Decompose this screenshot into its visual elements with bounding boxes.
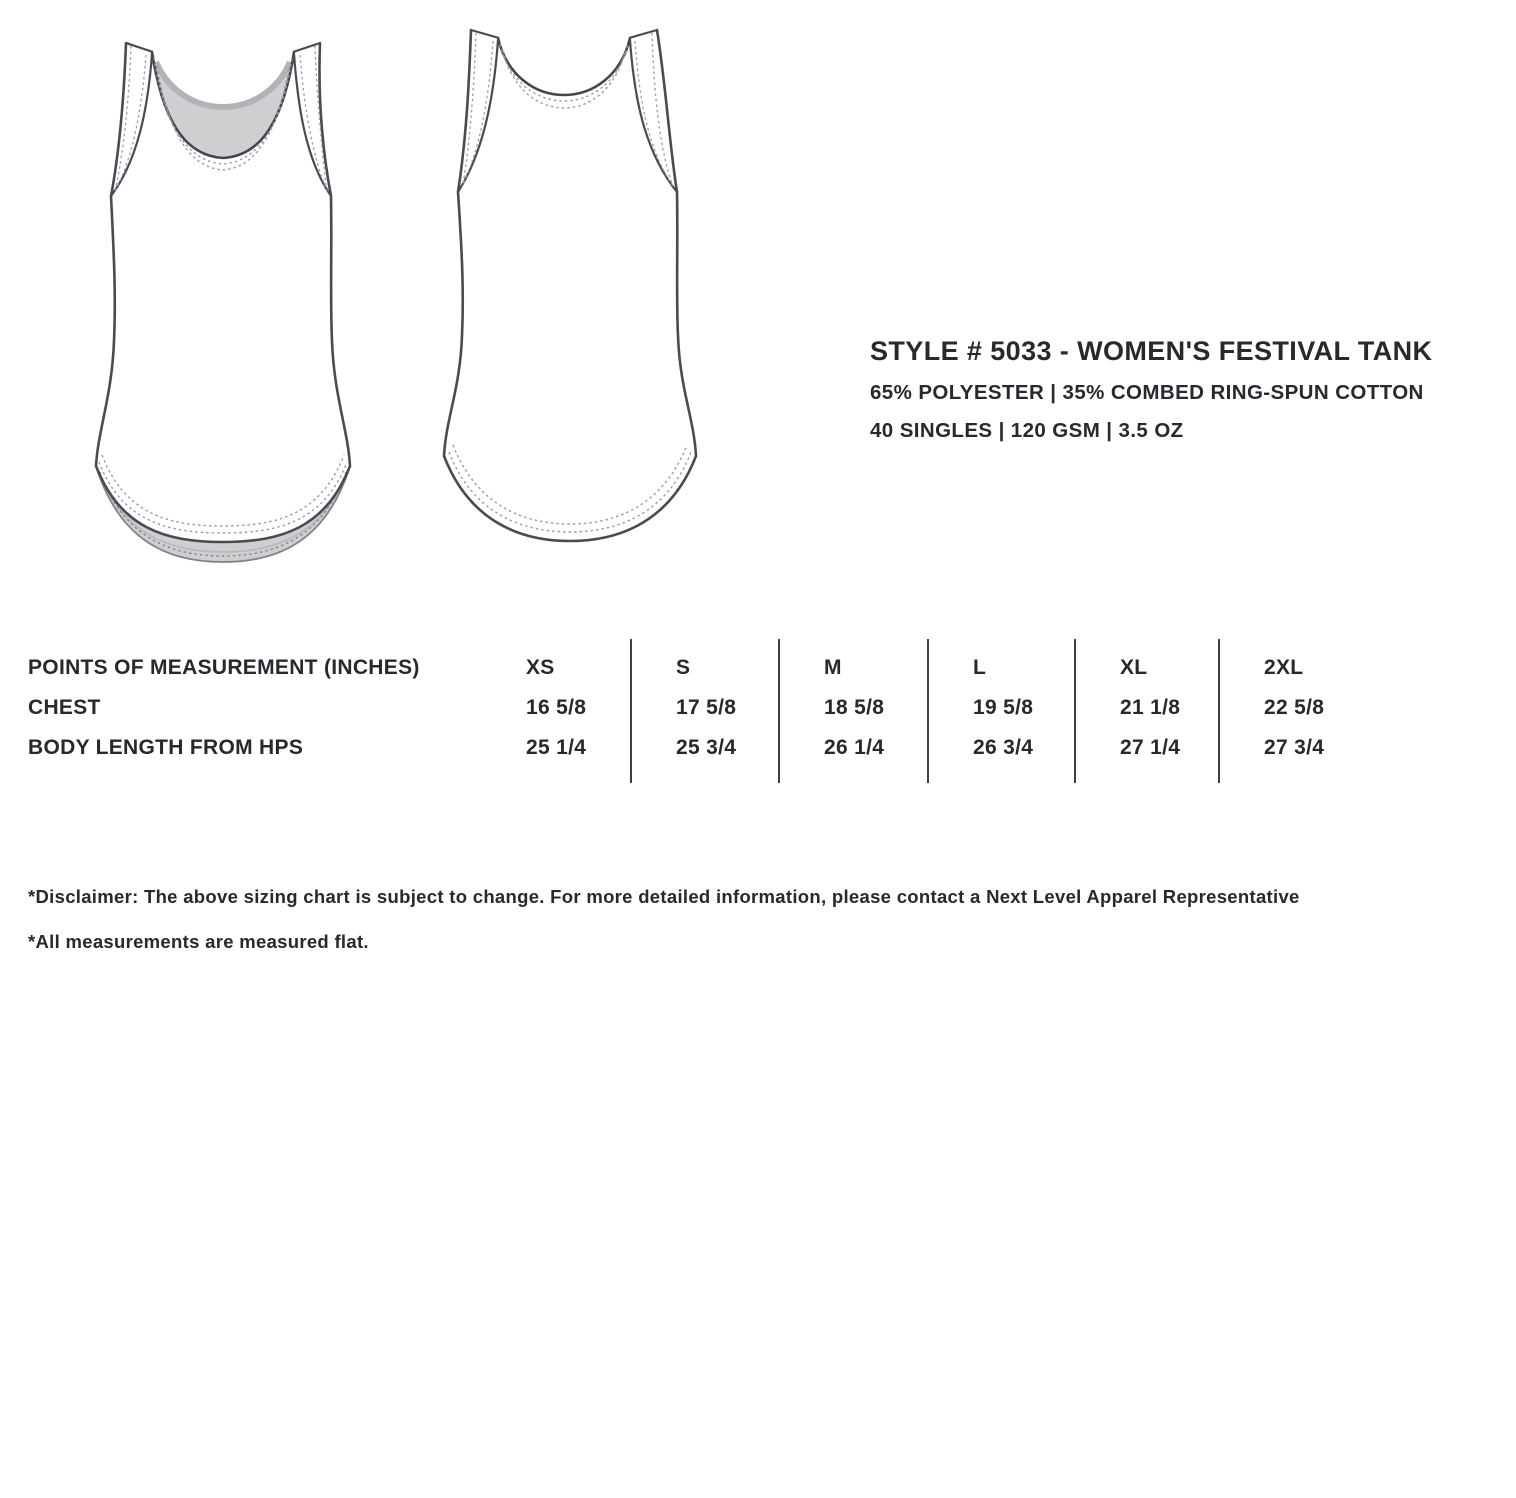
table-divider — [927, 639, 929, 783]
body-length-xs: 25 1/4 — [526, 736, 587, 759]
back-hem-stitch-2 — [453, 445, 687, 524]
back-strap-cap-left — [471, 30, 499, 38]
chest-2xl: 22 5/8 — [1264, 696, 1325, 719]
body-length-l: 26 3/4 — [973, 736, 1034, 759]
row-label-body-length: BODY LENGTH FROM HPS — [28, 736, 304, 759]
front-strap-cap-right — [293, 43, 320, 52]
table-header-row — [28, 648, 1496, 688]
table-divider — [778, 639, 780, 783]
back-view-drawing — [438, 26, 702, 550]
front-view-drawing — [90, 38, 356, 570]
size-header-s: S — [676, 656, 691, 679]
back-hem-stitch-1 — [449, 452, 691, 532]
back-neckline — [498, 38, 630, 95]
product-fabric-line: 65% POLYESTER | 35% COMBED RING-SPUN COTTON — [870, 381, 1424, 404]
front-hem-shade-line — [98, 469, 348, 552]
row-label-chest: CHEST — [28, 696, 101, 719]
table-divider — [1218, 639, 1220, 783]
front-hem-stitch-2 — [102, 455, 344, 526]
table-row-body-length — [28, 728, 1496, 768]
body-length-m: 26 1/4 — [824, 736, 885, 759]
table-divider — [1074, 639, 1076, 783]
back-outline — [444, 30, 696, 541]
disclaimer-block — [28, 886, 1300, 976]
size-table — [28, 648, 1496, 768]
product-info-block — [870, 336, 1432, 457]
front-hem-shade — [96, 466, 350, 562]
chest-m: 18 5/8 — [824, 696, 885, 719]
chest-xs: 16 5/8 — [526, 696, 587, 719]
table-header-label: POINTS OF MEASUREMENT (INCHES) — [28, 656, 420, 679]
size-header-2xl: 2XL — [1264, 656, 1304, 679]
size-header-m: M — [824, 656, 842, 679]
front-armhole-right — [294, 54, 331, 196]
body-length-2xl: 27 3/4 — [1264, 736, 1325, 759]
disclaimer-line-2: *All measurements are measured flat. — [28, 931, 369, 952]
front-strap-cap-left — [126, 43, 153, 52]
size-header-l: L — [973, 656, 987, 679]
body-length-xl: 27 1/4 — [1120, 736, 1181, 759]
chest-xl: 21 1/8 — [1120, 696, 1181, 719]
chest-s: 17 5/8 — [676, 696, 737, 719]
disclaimer-line-1: *Disclaimer: The above sizing chart is subject to change. For more detailed information, please contact a Next Level Apparel Representative — [28, 886, 1300, 907]
chest-l: 19 5/8 — [973, 696, 1034, 719]
size-header-xl: XL — [1120, 656, 1148, 679]
body-length-s: 25 3/4 — [676, 736, 737, 759]
back-strap-stitch — [462, 33, 673, 186]
front-armhole-left — [111, 54, 152, 196]
back-armhole-left — [458, 40, 498, 192]
product-spec-line: 40 SINGLES | 120 GSM | 3.5 OZ — [870, 419, 1184, 442]
table-row-chest — [28, 688, 1496, 728]
size-header-xs: XS — [526, 656, 555, 679]
back-neck-stitch-1 — [500, 44, 628, 101]
back-strap-cap-right — [629, 30, 657, 38]
product-title: STYLE # 5033 - WOMEN'S FESTIVAL TANK — [870, 336, 1433, 366]
table-divider — [630, 639, 632, 783]
